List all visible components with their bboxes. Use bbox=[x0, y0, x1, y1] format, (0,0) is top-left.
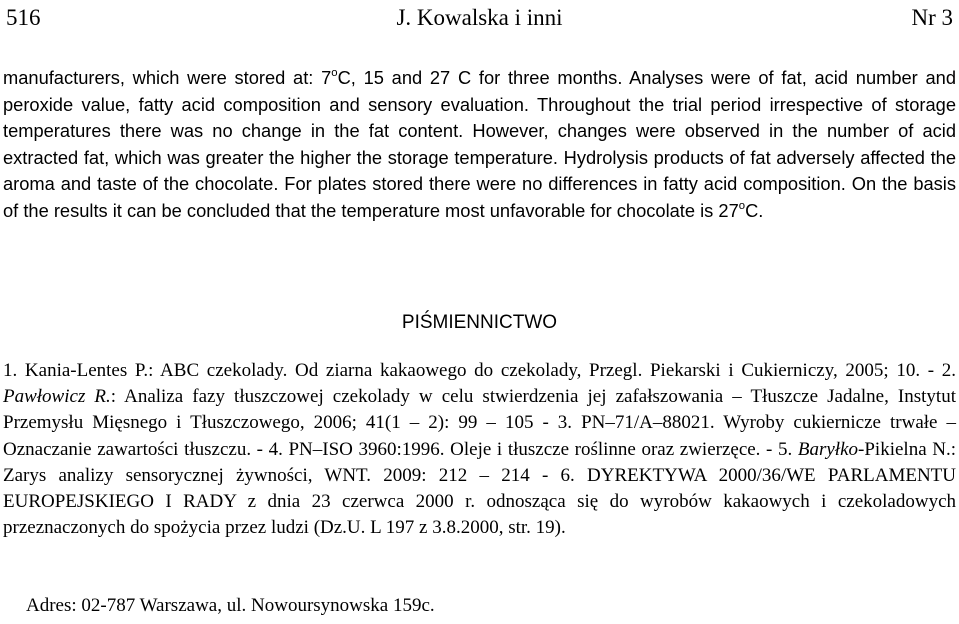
references-list bbox=[3, 358, 956, 541]
reference-text: : ABC czekolady. Od ziarna kakaowego do czekolady, Przegl. Piekarski i Cukierniczy, 2005; 10. - 2. bbox=[148, 360, 956, 381]
abstract-text-2: C, 15 and 27 C for three months. Analyses were of fat, acid number and peroxide value, fatty acid composition and sensory evaluation. Throughout the trial period irrespective of storage temperatures there was no change in the fat content. However, changes were observed in the number of acid extracted fat, which was greater the higher the storage temperature. Hydrolysis products of fat adversely affected the aroma and taste of the chocolate. For plates stored there were no differences in fatty acid composition. On the basis of the results it can be concluded that the temperature most unfavorable for chocolate is 27 bbox=[3, 67, 956, 221]
degree-superscript: o bbox=[331, 66, 338, 79]
reference-text: : Analiza fazy tłuszczowej czekolady w celu stwierdzenia jej zafałszowania – Tłuszcze Jadalne, Instytut Przemysłu Mięsnego i Tłuszczowego, 2006; 41(1 – 2): 99 – 105 - 3. PN–71/A–88021. Wyroby cukiernicze trwałe – Oznaczanie zawartości tłuszczu. - 4. PN–ISO 3960:1996. Oleje i tłuszcze roślinne oraz zwierzęce. - 5. bbox=[3, 386, 956, 460]
running-title: J. Kowalska i inni bbox=[396, 5, 563, 30]
abstract-text-1: manufacturers, which were stored at: 7 bbox=[3, 67, 332, 88]
issue-number: Nr 3 bbox=[911, 5, 953, 30]
reference-author: Baryłko- bbox=[797, 438, 865, 460]
english-abstract bbox=[3, 65, 956, 225]
reference-text: Pikielna N.: Zarys analizy sensorycznej żywności, WNT. 2009: 212 – 214 - 6. DYREKTYWA 2000/36/WE PARLAMENTU EUROPEJSKIEGO I RADY z dnia 23 czerwca 2000 r. odnosząca się do wyrobów kakaowych i czekoladowych przeznaczonych do spożycia przez ludzi (Dz.U. L 197 z 3.8.2000, str. 19). bbox=[3, 438, 956, 539]
degree-superscript: o bbox=[738, 199, 746, 212]
reference-number: 1. bbox=[3, 360, 25, 381]
page-header bbox=[6, 3, 953, 33]
page-number: 516 bbox=[6, 5, 41, 30]
author-address: Adres: 02-787 Warszawa, ul. Nowoursynowska 159c. bbox=[26, 595, 435, 616]
reference-author: Kania-Lentes P. bbox=[24, 360, 149, 381]
reference-author: Pawłowicz R. bbox=[3, 386, 111, 408]
references-heading: PIŚMIENNICTWO bbox=[401, 312, 558, 333]
abstract-text-3: C. bbox=[745, 199, 764, 221]
